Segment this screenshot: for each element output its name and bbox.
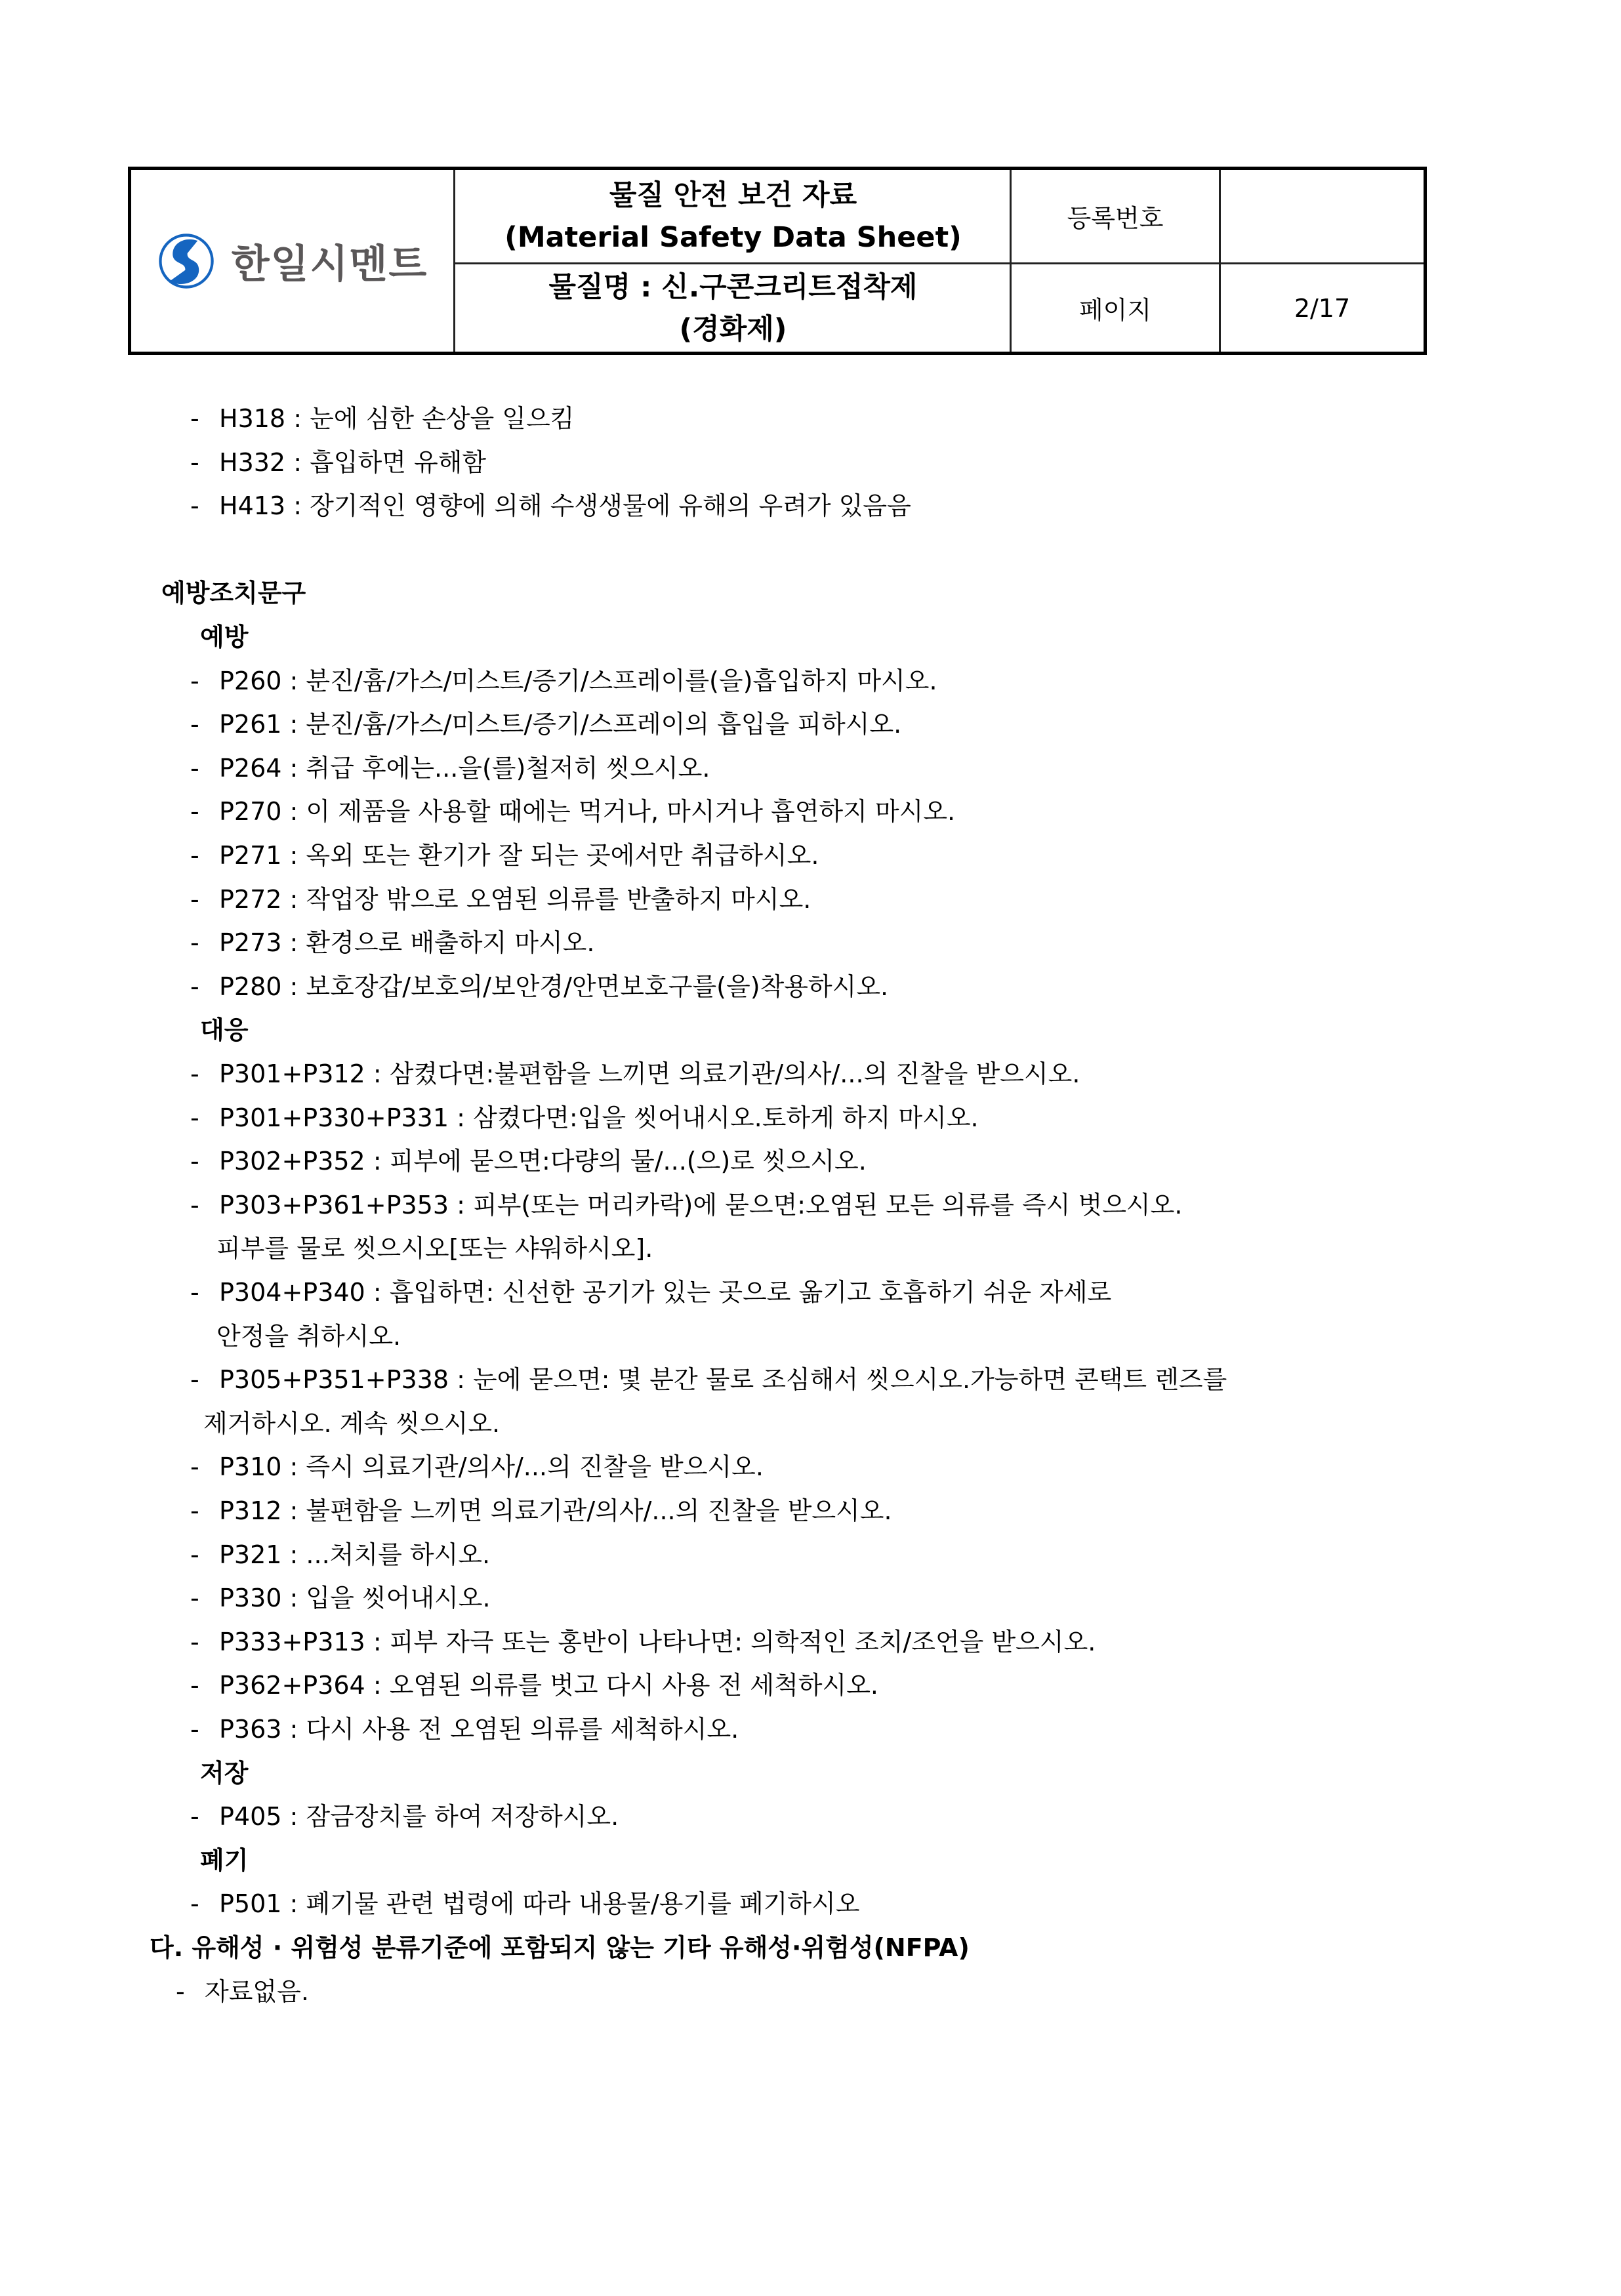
section-c-heading: 다. 유해성 · 위험성 분류기준에 포함되지 않는 기타 유해성·위험성(NFPA)	[150, 1933, 970, 1962]
disposal-subheading: 폐기	[200, 1845, 249, 1875]
response-subheading: 대응	[200, 1015, 249, 1045]
hazard-text: 장기적인 영향에 의해 수생생물에 유해의 우려가 있음음	[310, 491, 911, 521]
product-name-line2: (경화제)	[679, 312, 787, 346]
precautionary-heading: 예방조치문구	[161, 579, 306, 608]
precaution-item: - P321 : ...처치를 하시오.	[190, 1540, 491, 1569]
product-name-line1: 물질명 : 신.구콘크리트접착제	[548, 270, 918, 304]
precaution-item: - P330 : 입을 씻어내시오.	[190, 1584, 491, 1613]
precaution-item: - P310 : 즉시 의료기관/의사/...의 진찰을 받으시오.	[190, 1452, 764, 1482]
section-c-item: - 자료없음.	[176, 1977, 309, 2006]
registration-number-label: 등록번호	[1067, 204, 1164, 233]
precaution-code: P264	[219, 753, 282, 783]
registration-number-value	[1221, 170, 1424, 262]
precaution-item: - P270 : 이 제품을 사용할 때에는 먹거나, 마시거나 흡연하지 마시오.	[190, 797, 956, 827]
document-header-table	[128, 167, 1427, 355]
precaution-item-continuation: 안정을 취하시오.	[216, 1321, 401, 1351]
precaution-code: P272	[219, 884, 282, 914]
precaution-code: P280	[219, 972, 282, 1001]
precaution-item: - P405 : 잠금장치를 하여 저장하시오.	[190, 1802, 619, 1832]
precaution-code: P301+P330+P331	[219, 1103, 449, 1132]
precaution-item: - P301+P330+P331 : 삼켰다면:입을 씻어내시오.토하게 하지 마시오.	[190, 1103, 979, 1132]
precaution-item: - P301+P312 : 삼켰다면:불편함을 느끼면 의료기관/의사/...의 진찰을 받으시오.	[190, 1059, 1080, 1088]
precaution-code: P321	[219, 1540, 282, 1569]
precaution-item: - P312 : 불편함을 느끼면 의료기관/의사/...의 진찰을 받으시오.	[190, 1496, 892, 1525]
precaution-code: P362+P364	[219, 1671, 365, 1700]
prevention-subheading: 예방	[200, 623, 249, 651]
precaution-item: - P302+P352 : 피부에 묻으면:다량의 물/...(으)로 씻으시오.	[190, 1147, 867, 1176]
precaution-code: P302+P352	[219, 1147, 365, 1176]
precaution-item: - P303+P361+P353 : 피부(또는 머리카락)에 묻으면:오염된 모든 의류를 즉시 벗으시오.	[190, 1190, 1183, 1220]
bullet-dash: -	[190, 404, 199, 433]
precaution-item: - P280 : 보호장갑/보호의/보안경/안면보호구를(을)착용하시오.	[190, 972, 889, 1001]
precaution-code: P260	[219, 666, 282, 695]
precaution-item: - P305+P351+P338 : 눈에 묻으면: 몇 분간 물로 조심해서 씻으시오.가능하면 콘택트 렌즈를	[190, 1365, 1227, 1395]
precaution-code: P310	[219, 1452, 282, 1482]
precaution-item: - P362+P364 : 오염된 의류를 벗고 다시 사용 전 세척하시오.	[190, 1671, 879, 1700]
precaution-code: P271	[219, 841, 282, 870]
precaution-code: P405	[219, 1802, 282, 1832]
precaution-item-continuation: 피부를 물로 씻으시오[또는 샤워하시오].	[216, 1234, 653, 1263]
precaution-item: - P261 : 분진/흄/가스/미스트/증기/스프레이의 흡입을 피하시오.	[190, 710, 902, 739]
hazard-code: H332	[219, 447, 286, 477]
precaution-code: P330	[219, 1584, 282, 1613]
precaution-item: - P260 : 분진/흄/가스/미스트/증기/스프레이를(을)흡입하지 마시오.	[190, 666, 937, 695]
precaution-item: - P271 : 옥외 또는 환기가 잘 되는 곳에서만 취급하시오.	[190, 841, 819, 870]
precaution-item: - P304+P340 : 흡입하면: 신선한 공기가 있는 곳으로 옮기고 호흡하기 쉬운 자세로	[190, 1278, 1112, 1307]
precaution-code: P261	[219, 710, 282, 739]
precaution-item: - P272 : 작업장 밖으로 오염된 의류를 반출하지 마시오.	[190, 884, 811, 914]
precaution-item-continuation: 제거하시오. 계속 씻으시오.	[203, 1408, 501, 1438]
document-title-cell	[457, 170, 1010, 262]
page-label: 페이지	[1078, 296, 1152, 325]
company-logo-cell	[131, 170, 455, 352]
hazard-code: H318	[219, 404, 286, 433]
precaution-item: - P333+P313 : 피부 자극 또는 홍반이 나타나면: 의학적인 조치/조언을 받으시오.	[190, 1627, 1096, 1656]
precaution-item: - P264 : 취급 후에는...을(를)철저히 씻으시오.	[190, 753, 710, 783]
product-name-cell	[457, 264, 1010, 352]
precaution-code: P270	[219, 797, 282, 827]
precaution-item: - P501 : 폐기물 관련 법령에 따라 내용물/용기를 폐기하시오	[190, 1889, 860, 1919]
precaution-code: P301+P312	[219, 1059, 365, 1088]
hazard-code: H413	[219, 491, 286, 521]
storage-subheading: 저장	[200, 1758, 249, 1788]
page-number: 2/17	[1294, 293, 1351, 323]
company-name: 한일시멘트	[231, 241, 428, 287]
hazard-statement-item: - H318 : 눈에 심한 손상을 일으킴	[190, 397, 574, 441]
precaution-code: P363	[219, 1715, 282, 1744]
precaution-code: P305+P351+P338	[219, 1365, 449, 1395]
precaution-code: P304+P340	[219, 1278, 365, 1307]
hazard-text: 흡입하면 유해함	[310, 447, 487, 477]
precaution-item: - P363 : 다시 사용 전 오염된 의류를 세척하시오.	[190, 1715, 739, 1744]
precaution-code: P333+P313	[219, 1627, 365, 1656]
precaution-item: - P273 : 환경으로 배출하지 마시오.	[190, 928, 595, 958]
hazard-statement-item: - H332 : 흡입하면 유해함	[190, 447, 487, 477]
hazard-statement-item: - H413 : 장기적인 영향에 의해 수생생물에 유해의 우려가 있음음	[190, 491, 911, 521]
precaution-code: P501	[219, 1889, 282, 1919]
hazard-text: 눈에 심한 손상을 일으킴	[310, 404, 575, 433]
precaution-code: P273	[219, 928, 282, 958]
document-title-korean: 물질 안전 보건 자료	[609, 178, 857, 212]
company-logo	[158, 233, 428, 289]
hanil-s-logo-icon	[158, 233, 215, 289]
precaution-code: P303+P361+P353	[219, 1190, 449, 1220]
document-title-english: (Material Safety Data Sheet)	[504, 220, 962, 254]
precaution-code: P312	[219, 1496, 282, 1525]
